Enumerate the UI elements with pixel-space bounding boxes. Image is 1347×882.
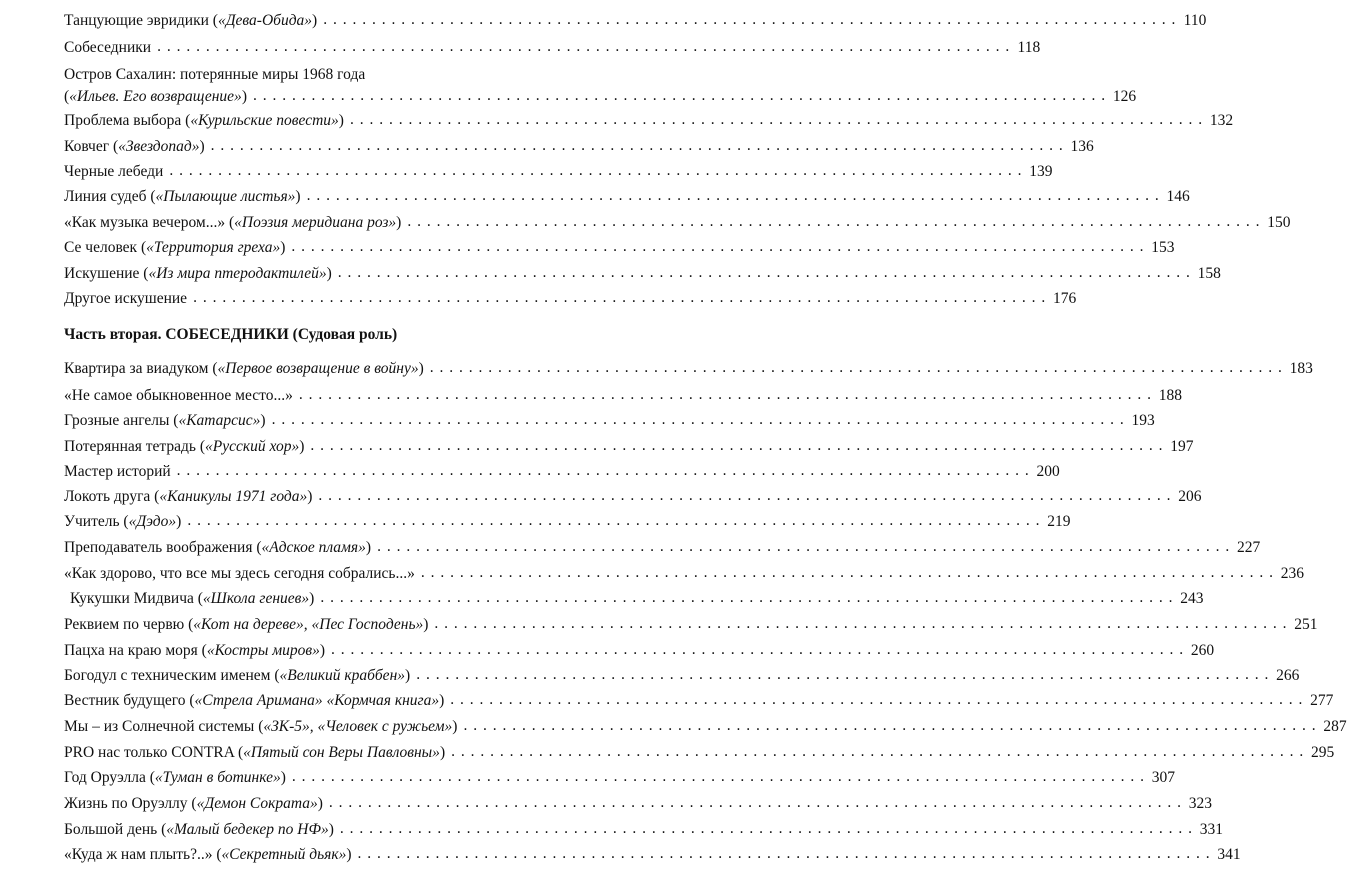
toc-entry-title-suffix: ) <box>299 438 305 455</box>
toc-entry-title <box>64 288 187 310</box>
toc-entry-title-text: «Как здорово, что все мы здесь сегодня собрались...» <box>64 565 415 582</box>
section-header-part-two: Часть вторая. СОБЕСЕДНИКИ (Судовая роль) <box>64 326 398 343</box>
toc-entry-title <box>64 212 401 234</box>
toc-leader-dots <box>329 792 1182 814</box>
toc-entry-title <box>64 37 151 59</box>
toc-entry-title-text: Год Оруэлла ( <box>64 769 155 786</box>
toc-page-number: 219 <box>1047 513 1071 530</box>
toc-page-number: 227 <box>1236 539 1261 556</box>
toc-entry[interactable] <box>64 237 1175 259</box>
toc-page-number: 251 <box>1294 616 1318 633</box>
toc-entry[interactable] <box>64 793 1213 815</box>
toc-leader-dots <box>291 236 1144 258</box>
toc-entry-title <box>64 563 415 585</box>
toc-entry-title-suffix: ) <box>396 214 402 231</box>
toc-page-number: 307 <box>1151 769 1175 786</box>
toc-entry-line <box>64 486 1202 508</box>
toc-entry-title-text: Пацха на краю моря ( <box>64 642 207 659</box>
toc-entry-title-suffix: ) <box>439 692 445 709</box>
toc-leader-dots <box>434 613 1287 635</box>
toc-entry-title-suffix: ) <box>365 539 372 556</box>
toc-leader-dots <box>350 109 1203 131</box>
toc-entry-title-suffix: ) <box>260 412 266 429</box>
toc-entry[interactable] <box>64 212 1291 234</box>
toc-page-number: 126 <box>1112 88 1137 105</box>
toc-leader-dots <box>193 287 1046 309</box>
toc-leader-dots <box>211 135 1064 157</box>
toc-entry-title <box>64 136 205 158</box>
toc-entry-line <box>64 237 1175 259</box>
toc-entry-title-prefix: ( <box>64 88 70 105</box>
toc-entry-title <box>64 385 293 407</box>
toc-entry-title <box>64 716 457 738</box>
toc-entry-title <box>64 767 286 789</box>
toc-entry-title-suffix: ) <box>309 590 315 607</box>
toc-page-number: 150 <box>1267 214 1291 231</box>
toc-leader-dots <box>320 587 1173 609</box>
toc-entry-title <box>64 10 317 32</box>
toc-entry-title-text: Квартира за виадуком ( <box>64 360 218 377</box>
toc-entry-line <box>64 665 1300 687</box>
toc-page-number: 136 <box>1070 138 1094 155</box>
toc-entry-title-suffix: ) <box>280 239 286 256</box>
toc-entry-title-text: Жизнь по Оруэллу ( <box>64 795 197 812</box>
toc-page-number: 197 <box>1170 438 1194 455</box>
toc-entry-line <box>64 288 1077 310</box>
toc-page-number: 188 <box>1158 387 1182 404</box>
toc-entry-title <box>64 263 332 285</box>
toc-entry-title <box>64 819 334 841</box>
toc-entry-title <box>64 110 344 132</box>
toc-entry-work-title: «Демон Сократа» <box>196 795 318 812</box>
toc-entry-title-text: Остров Сахалин: потерянные миры 1968 года <box>64 66 366 83</box>
toc-entry-title-text: Черные лебеди <box>64 163 164 180</box>
toc-entry-line <box>64 563 1304 585</box>
toc-entry[interactable] <box>64 10 1207 32</box>
toc-entry-line <box>64 10 1207 32</box>
toc-page-number: 266 <box>1276 667 1300 684</box>
toc-entry-line <box>64 844 1241 866</box>
toc-page-number: 206 <box>1178 488 1202 505</box>
toc-entry-line <box>64 410 1155 432</box>
toc-entry-line <box>64 690 1334 712</box>
toc-entry[interactable] <box>64 288 1077 310</box>
toc-page-number: 176 <box>1052 290 1077 307</box>
toc-entry-line <box>64 461 1060 483</box>
toc-entry-title <box>64 614 428 636</box>
toc-page-number: 260 <box>1190 642 1215 659</box>
toc-entry-line <box>64 37 1041 59</box>
toc-entry-line <box>64 186 1190 208</box>
toc-entry[interactable] <box>64 110 1234 132</box>
toc-entry-title-text: Реквием по червю ( <box>64 616 194 633</box>
toc-entry-title <box>64 186 301 208</box>
toc-entry[interactable] <box>64 436 1194 458</box>
toc-leader-dots <box>338 262 1191 284</box>
toc-entry-line <box>64 436 1194 458</box>
toc-entry-title-text: Мы – из Солнечной системы ( <box>64 718 264 735</box>
toc-entry-title-text: Большой день ( <box>64 821 167 838</box>
toc-entry-title-text: Вестник будущего ( <box>64 692 195 709</box>
toc-entry-title-text: Ковчег ( <box>64 138 119 155</box>
toc-leader-dots <box>358 843 1211 865</box>
toc-page-number: 295 <box>1310 744 1335 761</box>
toc-entry-work-title: «Школа гениев» <box>202 590 310 607</box>
toc-entry-title <box>64 358 424 380</box>
toc-entry[interactable] <box>64 263 1221 285</box>
toc-entry[interactable] <box>64 537 1261 559</box>
toc-leader-dots <box>377 536 1230 558</box>
toc-entry-work-title: «ЗК-5», «Человек с ружьем» <box>263 718 453 735</box>
toc-entry-title-suffix: ) <box>439 744 446 761</box>
toc-entry-title-suffix: ) <box>176 513 182 530</box>
toc-page-number: 118 <box>1017 39 1041 56</box>
toc-leader-dots <box>451 741 1304 763</box>
toc-entry-title-text: Грозные ангелы ( <box>64 412 179 429</box>
toc-entry-title <box>64 537 371 559</box>
toc-entry-title-suffix: ) <box>423 616 429 633</box>
toc-entry-title-text: «Как музыка вечером...» ( <box>64 214 235 231</box>
toc-entry-line <box>64 64 527 86</box>
toc-entry-line <box>64 358 1313 380</box>
toc-page-number: 110 <box>1183 12 1207 29</box>
toc-entry-title <box>64 844 352 866</box>
toc-entry-work-title: «Дева-Обида» <box>217 12 313 29</box>
toc-leader-dots <box>253 85 1106 107</box>
toc-entry-title <box>64 665 410 687</box>
toc-entry-line <box>64 716 1347 738</box>
toc-leader-dots <box>307 185 1160 207</box>
toc-page-number: 287 <box>1323 718 1347 735</box>
toc-entry-work-title: «Малый бедекер по НФ» <box>166 821 329 838</box>
toc-leader-dots <box>177 460 1030 482</box>
toc-leader-dots <box>310 435 1163 457</box>
toc-entry-line <box>64 767 1175 789</box>
toc-entry[interactable] <box>64 742 1335 764</box>
toc-entry[interactable] <box>64 690 1334 712</box>
toc-entry-line <box>64 614 1318 636</box>
toc-entry[interactable] <box>64 614 1318 636</box>
toc-entry-line <box>64 385 1182 407</box>
toc-entry[interactable] <box>64 819 1224 841</box>
toc-entry-title-suffix: ) <box>338 112 344 129</box>
toc-page-number: 146 <box>1166 188 1190 205</box>
toc-page-number: 323 <box>1188 795 1213 812</box>
toc-entry-title-text: Проблема выбора ( <box>64 112 191 129</box>
toc-entry-title-suffix: ) <box>307 488 313 505</box>
toc-entry-title-text: Искушение ( <box>64 265 149 282</box>
toc-entry[interactable] <box>64 844 1241 866</box>
toc-entry-title-suffix: ) <box>280 769 286 786</box>
toc-page-number: 132 <box>1209 112 1234 129</box>
toc-leader-dots <box>323 9 1176 31</box>
toc-entry-title-text: «Не самое обыкновенное место...» <box>64 387 293 404</box>
toc-entry-title-text: Богодул с техническим именем ( <box>64 667 280 684</box>
toc-entry-line <box>64 110 1234 132</box>
toc-entry-work-title: «Костры миров» <box>206 642 320 659</box>
toc-entry-title-suffix: ) <box>317 795 323 812</box>
toc-leader-dots <box>169 160 1022 182</box>
toc-entry[interactable] <box>70 588 1204 610</box>
toc-entry-work-title: «Туман в ботинке» <box>154 769 281 786</box>
toc-entry-title-suffix: ) <box>346 846 352 863</box>
toc-entry-work-title: «Поэзия меридиана роз» <box>234 214 397 231</box>
toc-entry[interactable] <box>64 716 1347 738</box>
toc-page-number: 200 <box>1036 463 1060 480</box>
toc-page-number: 139 <box>1029 163 1053 180</box>
toc-entry-title-text: Танцующие эвридики ( <box>64 12 218 29</box>
toc-entry[interactable] <box>64 486 1202 508</box>
toc-entry-title-text: «Куда ж нам плыть?..» ( <box>64 846 222 863</box>
toc-entry-title-suffix: ) <box>312 12 318 29</box>
toc-entry-title-suffix: ) <box>405 667 411 684</box>
toc-entry-line <box>64 263 1221 285</box>
toc-entry-title <box>64 436 304 458</box>
toc-entry[interactable] <box>64 161 1053 183</box>
toc-entry-line <box>64 819 1224 841</box>
toc-entry-title-suffix: ) <box>319 642 326 659</box>
toc-entry[interactable] <box>64 358 1313 380</box>
toc-entry-line <box>70 588 1204 610</box>
toc-page-number: 341 <box>1217 846 1241 863</box>
toc-entry-work-title: «Звездопад» <box>118 138 200 155</box>
toc-entry-title <box>64 64 365 86</box>
toc-entry[interactable] <box>64 640 1215 662</box>
toc-entry-title <box>64 640 325 662</box>
toc-entry-line <box>64 793 1213 815</box>
toc-entry-line <box>64 742 1335 764</box>
toc-entry[interactable] <box>64 665 1300 687</box>
toc-entry-title-text: Потерянная тетрадь ( <box>64 438 205 455</box>
toc-entry[interactable] <box>64 511 1071 533</box>
toc-entry-line <box>64 212 1291 234</box>
toc-page-number: 183 <box>1289 360 1313 377</box>
toc-entry-work-title: «Стрела Аримана» «Кормчая книга» <box>194 692 440 709</box>
toc-leader-dots <box>416 664 1269 686</box>
toc-leader-dots <box>187 510 1040 532</box>
toc-entry-title-suffix: ) <box>241 88 247 105</box>
toc-entry-title <box>64 410 266 432</box>
toc-leader-dots <box>430 357 1283 379</box>
toc-entry-title <box>70 588 314 610</box>
toc-entry-work-title: «Адское пламя» <box>261 539 366 556</box>
toc-page-number: 193 <box>1131 412 1155 429</box>
toc-entry-title <box>64 742 445 764</box>
toc-entry-line <box>64 537 1261 559</box>
toc-entry-line <box>64 511 1071 533</box>
toc-entry[interactable] <box>64 136 1094 158</box>
toc-entry-work-title: «Первое возвращение в войну» <box>217 360 419 377</box>
toc-page-number: 277 <box>1310 692 1334 709</box>
toc-entry-title <box>64 161 163 183</box>
toc-entry-title-suffix: ) <box>328 821 334 838</box>
toc-entry-title-text: Преподаватель воображения ( <box>64 539 262 556</box>
toc-entry[interactable] <box>64 563 1304 585</box>
toc-leader-dots <box>407 211 1260 233</box>
toc-leader-dots <box>272 409 1125 431</box>
toc-leader-dots <box>421 562 1274 584</box>
toc-entry-title <box>64 461 171 483</box>
toc-entry-title-suffix: ) <box>295 188 301 205</box>
toc-entry-work-title: «Территория греха» <box>146 239 281 256</box>
toc-entry-work-title: «Великий краббен» <box>279 667 406 684</box>
toc-entry[interactable] <box>64 461 1060 483</box>
toc-entry-title <box>64 86 247 108</box>
toc-entry-work-title: «Кот на дереве», «Пес Господень» <box>193 616 424 633</box>
toc-entry-title <box>64 486 312 508</box>
toc-leader-dots <box>157 36 1010 58</box>
toc-entry-title <box>64 690 444 712</box>
toc-entry-title <box>64 511 181 533</box>
toc-leader-dots <box>299 384 1152 406</box>
toc-page-number: 153 <box>1151 239 1175 256</box>
toc-entry-work-title: «Ильев. Его возвращение» <box>69 88 242 105</box>
toc-entry-title-text: Другое искушение <box>64 290 188 307</box>
toc-leader-dots <box>463 715 1316 737</box>
toc-entry-work-title: «Пятый сон Веры Павловны» <box>243 744 440 761</box>
toc-entry-work-title: «Пылающие листья» <box>155 188 296 205</box>
toc-entry-line <box>64 161 1053 183</box>
toc-entry-work-title: «Каникулы 1971 года» <box>159 488 308 505</box>
toc-entry-work-title: «Русский хор» <box>204 438 300 455</box>
toc-entry-title-text: Локоть друга ( <box>64 488 160 505</box>
toc-entry[interactable] <box>64 410 1155 432</box>
toc-entry[interactable] <box>64 37 1041 59</box>
toc-entry-title-suffix: ) <box>199 138 205 155</box>
toc-entry-title-text: Линия судеб ( <box>64 188 156 205</box>
toc-leader-dots <box>340 818 1193 840</box>
toc-entry-work-title: «Секретный дьяк» <box>221 846 347 863</box>
toc-entry-work-title: «Из мира птеродактилей» <box>148 265 327 282</box>
toc-page-number: 158 <box>1197 265 1221 282</box>
toc-entry-line <box>64 86 1137 108</box>
toc-entry[interactable] <box>64 385 1182 407</box>
toc-entry-work-title: «Курильские повести» <box>190 112 339 129</box>
toc-page-number: 243 <box>1180 590 1204 607</box>
toc-entry-line <box>64 136 1094 158</box>
toc-leader-dots <box>450 689 1303 711</box>
toc-entry-title-text: Кукушки Мидвича ( <box>70 590 203 607</box>
toc-entry-work-title: «Дэдо» <box>128 513 177 530</box>
toc-entry-title-text: Учитель ( <box>64 513 129 530</box>
toc-entry-title-text: Се человек ( <box>64 239 147 256</box>
toc-leader-dots <box>331 639 1184 661</box>
toc-entry-title <box>64 793 323 815</box>
toc-entry[interactable] <box>64 767 1175 789</box>
toc-entry-title <box>64 237 285 259</box>
toc-leader-dots <box>318 485 1171 507</box>
toc-entry[interactable] <box>64 186 1190 208</box>
toc-entry-title-suffix: ) <box>418 360 424 377</box>
toc-entry[interactable] <box>64 64 1137 108</box>
toc-entry-title-text: Мастер историй <box>64 463 171 480</box>
toc-entry-title-text: PRO нас только CONTRA ( <box>64 744 244 761</box>
toc-leader-dots <box>292 766 1145 788</box>
toc-entry-title-suffix: ) <box>452 718 458 735</box>
toc-entry-title-text: Собеседники <box>64 39 152 56</box>
toc-entry-work-title: «Катарсис» <box>178 412 261 429</box>
toc-page-number: 236 <box>1280 565 1304 582</box>
toc-entry-title-suffix: ) <box>326 265 332 282</box>
toc-entry-line <box>64 640 1215 662</box>
toc-page-number: 331 <box>1199 821 1224 838</box>
